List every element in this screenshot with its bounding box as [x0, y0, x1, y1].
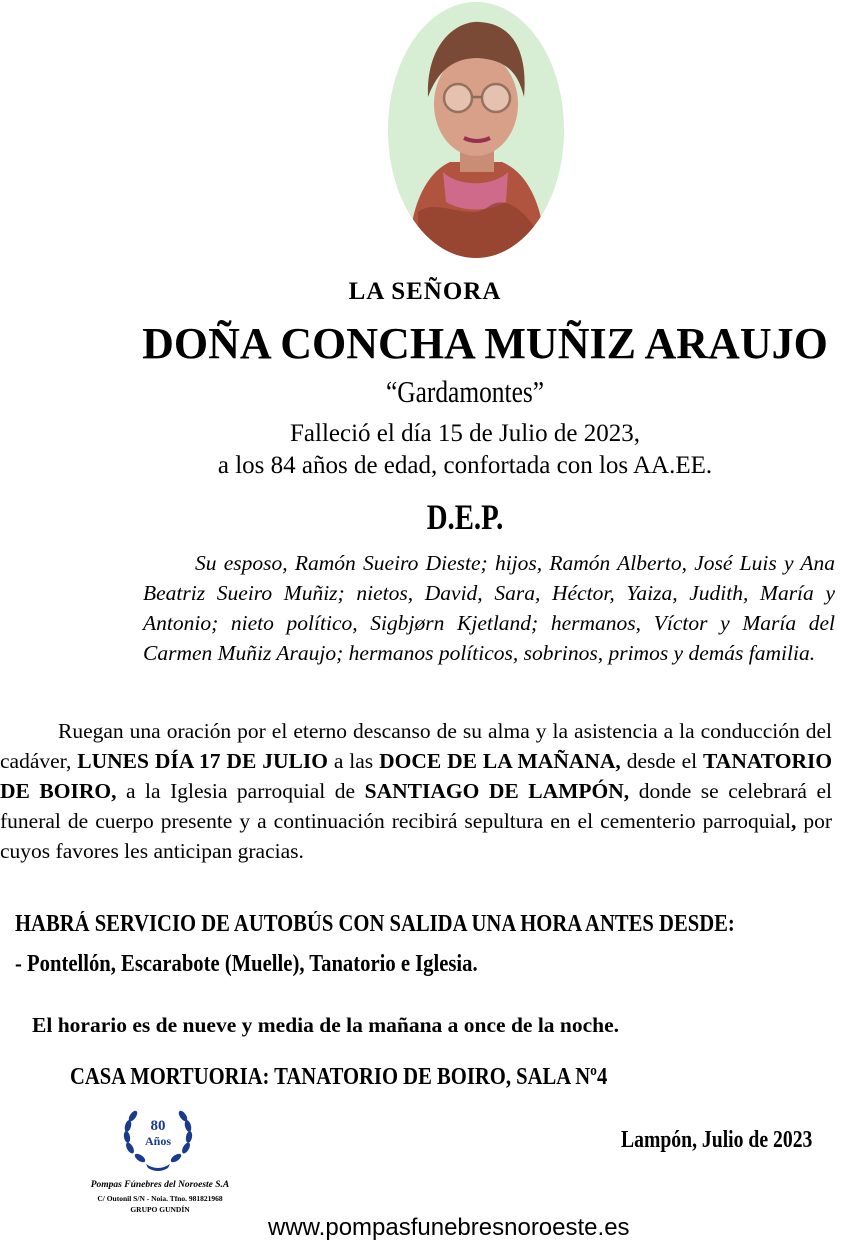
ceremony-church: SANTIAGO DE LAMPÓN, [364, 779, 630, 803]
ceremony-date: LUNES DÍA 17 DE JULIO [77, 749, 328, 773]
age-line: a los 84 años de edad, confortada con los AA.EE. [217, 452, 713, 479]
ceremony-text-5: donde se celebrará el funeral de cuerpo presente y a continuación recibirá sepultura en el cementerio parroquial [0, 779, 833, 833]
logo-label: Años [144, 1134, 171, 1148]
title-la-senora: LA SEÑORA [348, 278, 502, 305]
ceremony-text-2: a las [333, 749, 374, 773]
visiting-hours: El horario es de nueve y media de la mañana a once de la noche. [32, 1013, 620, 1037]
place-date: Lampón, Julio de 2023 [621, 1127, 813, 1153]
ceremony-paragraph [0, 716, 832, 866]
deceased-name: DOÑA CONCHA MUÑIZ ARAUJO [142, 319, 828, 368]
website-link[interactable]: www.pompasfunebresnoroeste.es [268, 1214, 630, 1241]
company-name: Pompas Fúnebres del Noroeste S.A [90, 1180, 230, 1190]
bus-service-heading: HABRÁ SERVICIO DE AUTOBÚS CON SALIDA UNA HORA ANTES DESDE: [15, 911, 735, 937]
family-paragraph: Su esposo, Ramón Sueiro Dieste; hijos, Ramón Alberto, José Luis y Ana Beatriz Sueiro Muñiz; nietos, David, Sara, Héctor, Yaiza, Judith, María y Antonio; nieto político, Sigbjørn Kjetland; hermanos, Víctor y María del Carmen Muñiz Araujo; hermanos políticos, sobrinos, primos y demás familia. [143, 551, 835, 665]
dep-heading: D.E.P. [426, 497, 504, 537]
company-address: C/ Outonil S/N - Noia. Tfno. 981821968 [97, 1194, 223, 1203]
company-group: GRUPO GUNDÍN [130, 1205, 190, 1214]
logo-years: 80 [150, 1118, 166, 1134]
portrait-photo [388, 2, 564, 258]
ceremony-text-4: a la Iglesia parroquial de [125, 779, 356, 803]
ceremony-origin: TANATORIO DE BOIRO, [0, 749, 833, 803]
ceremony-comma: , [790, 809, 797, 833]
ceremony-text-1: Ruegan una oración por el eterno descanso de su alma y la asistencia a la conducción del cadáver, [0, 719, 832, 773]
mortuary-location: CASA MORTUORIA: TANATORIO DE BOIRO, SALA Nº4 [70, 1064, 608, 1090]
ceremony-time: DOCE DE LA MAÑANA, [379, 749, 621, 773]
bus-stops: - Pontellón, Escarabote (Muelle), Tanatorio e Iglesia. [15, 951, 478, 977]
portrait-illustration [388, 2, 564, 258]
anniversary-logo [120, 1102, 196, 1172]
death-date-line: Falleció el día 15 de Julio de 2023, [290, 420, 640, 447]
ceremony-text-3: desde el [626, 749, 698, 773]
ceremony-text-6: por cuyos favores les anticipan gracias. [0, 809, 832, 863]
nickname: “Gardamontes” [385, 374, 545, 409]
